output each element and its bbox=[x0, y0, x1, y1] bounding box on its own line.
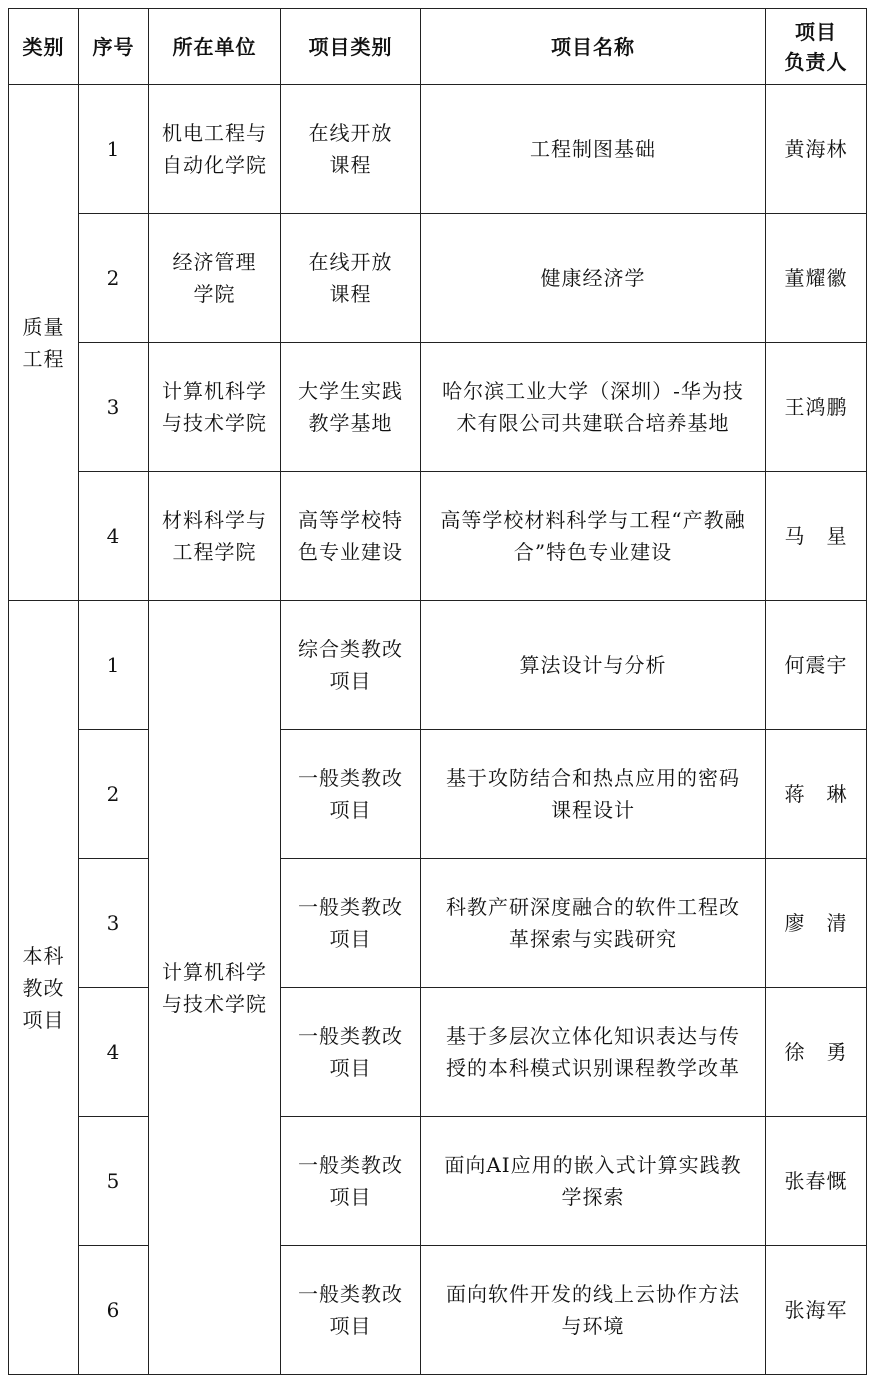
type-cell: 一般类教改 项目 bbox=[281, 730, 421, 859]
header-type: 项目类别 bbox=[281, 9, 421, 85]
index-cell: 3 bbox=[79, 343, 149, 472]
table-row bbox=[9, 343, 867, 472]
type-cell: 在线开放 课程 bbox=[281, 85, 421, 214]
project-table bbox=[8, 8, 867, 1375]
unit-cell-merged: 计算机科学 与技术学院 bbox=[149, 601, 281, 1375]
name-cell: 科教产研深度融合的软件工程改 革探索与实践研究 bbox=[421, 859, 766, 988]
category-cell-reform: 本科 教改 项目 bbox=[9, 601, 79, 1375]
type-cell: 在线开放 课程 bbox=[281, 214, 421, 343]
category-cell-quality: 质量 工程 bbox=[9, 85, 79, 601]
unit-cell: 经济管理 学院 bbox=[149, 214, 281, 343]
type-cell: 高等学校特 色专业建设 bbox=[281, 472, 421, 601]
table-row bbox=[9, 730, 867, 859]
table-header-row bbox=[9, 9, 867, 85]
name-cell: 面向AI应用的嵌入式计算实践教 学探索 bbox=[421, 1117, 766, 1246]
index-cell: 4 bbox=[79, 472, 149, 601]
header-unit: 所在单位 bbox=[149, 9, 281, 85]
table-row bbox=[9, 214, 867, 343]
type-cell: 综合类教改 项目 bbox=[281, 601, 421, 730]
index-cell: 3 bbox=[79, 859, 149, 988]
leader-cell: 张海军 bbox=[766, 1246, 867, 1375]
leader-cell: 廖 清 bbox=[766, 859, 867, 988]
index-cell: 2 bbox=[79, 214, 149, 343]
type-cell: 大学生实践 教学基地 bbox=[281, 343, 421, 472]
index-cell: 6 bbox=[79, 1246, 149, 1375]
table-row bbox=[9, 1246, 867, 1375]
header-index: 序号 bbox=[79, 9, 149, 85]
leader-cell: 王鸿鹏 bbox=[766, 343, 867, 472]
header-name: 项目名称 bbox=[421, 9, 766, 85]
name-cell: 健康经济学 bbox=[421, 214, 766, 343]
unit-cell: 计算机科学 与技术学院 bbox=[149, 343, 281, 472]
leader-cell: 何震宇 bbox=[766, 601, 867, 730]
name-cell: 工程制图基础 bbox=[421, 85, 766, 214]
header-category: 类别 bbox=[9, 9, 79, 85]
unit-cell: 机电工程与 自动化学院 bbox=[149, 85, 281, 214]
leader-cell: 董耀徽 bbox=[766, 214, 867, 343]
table-row bbox=[9, 601, 867, 730]
type-cell: 一般类教改 项目 bbox=[281, 988, 421, 1117]
table-row bbox=[9, 85, 867, 214]
name-cell: 高等学校材料科学与工程“产教融 合”特色专业建设 bbox=[421, 472, 766, 601]
name-cell: 哈尔滨工业大学（深圳）-华为技 术有限公司共建联合培养基地 bbox=[421, 343, 766, 472]
index-cell: 2 bbox=[79, 730, 149, 859]
table-row bbox=[9, 472, 867, 601]
leader-cell: 蒋 琳 bbox=[766, 730, 867, 859]
name-cell: 基于攻防结合和热点应用的密码 课程设计 bbox=[421, 730, 766, 859]
type-cell: 一般类教改 项目 bbox=[281, 859, 421, 988]
table-row bbox=[9, 859, 867, 988]
name-cell: 算法设计与分析 bbox=[421, 601, 766, 730]
name-cell: 面向软件开发的线上云协作方法 与环境 bbox=[421, 1246, 766, 1375]
type-cell: 一般类教改 项目 bbox=[281, 1246, 421, 1375]
leader-cell: 黄海林 bbox=[766, 85, 867, 214]
index-cell: 1 bbox=[79, 601, 149, 730]
index-cell: 1 bbox=[79, 85, 149, 214]
type-cell: 一般类教改 项目 bbox=[281, 1117, 421, 1246]
table-row bbox=[9, 1117, 867, 1246]
leader-cell: 张春慨 bbox=[766, 1117, 867, 1246]
index-cell: 4 bbox=[79, 988, 149, 1117]
unit-cell: 材料科学与 工程学院 bbox=[149, 472, 281, 601]
leader-cell: 徐 勇 bbox=[766, 988, 867, 1117]
table-row bbox=[9, 988, 867, 1117]
name-cell: 基于多层次立体化知识表达与传 授的本科模式识别课程教学改革 bbox=[421, 988, 766, 1117]
leader-cell: 马 星 bbox=[766, 472, 867, 601]
header-leader: 项目 负责人 bbox=[766, 9, 867, 85]
index-cell: 5 bbox=[79, 1117, 149, 1246]
